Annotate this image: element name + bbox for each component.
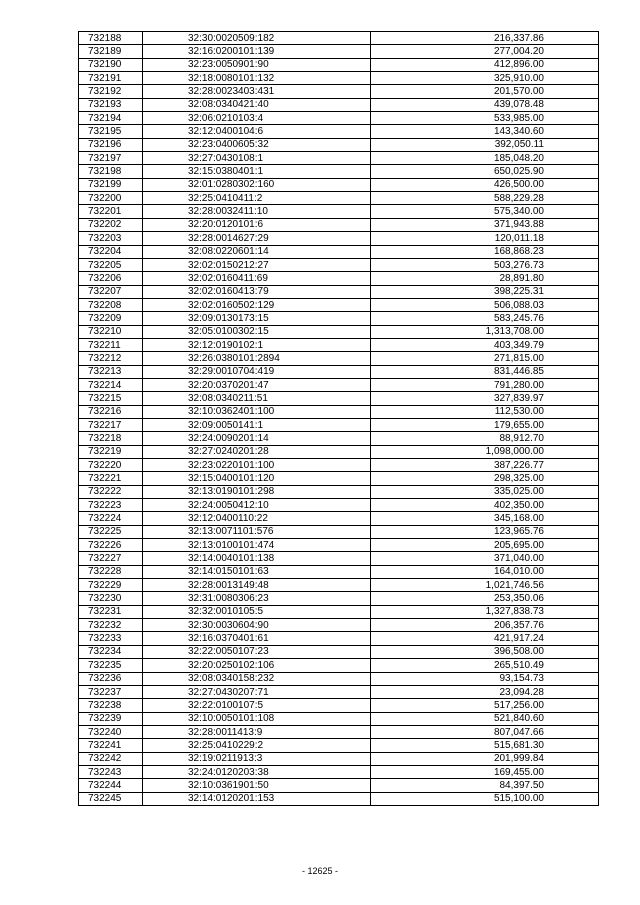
cadastral-number-cell: 32:28:0013149:48	[143, 579, 371, 592]
table-row	[79, 152, 599, 165]
row-id-cell: 732226	[79, 539, 143, 552]
cadastral-number-cell: 32:16:0200101:139	[143, 45, 371, 58]
table-row	[79, 565, 599, 578]
row-id-cell: 732220	[79, 459, 143, 472]
table-row	[79, 232, 599, 245]
row-id-cell: 732199	[79, 178, 143, 191]
table-row	[79, 325, 599, 338]
row-id-cell: 732212	[79, 352, 143, 365]
cadastral-number-cell: 32:14:0150101:63	[143, 565, 371, 578]
row-id-cell: 732231	[79, 605, 143, 618]
amount-cell: 371,040.00	[371, 552, 599, 565]
row-id-cell: 732214	[79, 378, 143, 391]
table-row	[79, 205, 599, 218]
cadastral-number-cell: 32:12:0400104:6	[143, 125, 371, 138]
table-row	[79, 659, 599, 672]
amount-cell: 515,681.30	[371, 739, 599, 752]
data-table	[78, 31, 599, 806]
amount-cell: 588,229.28	[371, 192, 599, 205]
amount-cell: 345,168.00	[371, 512, 599, 525]
row-id-cell: 732191	[79, 72, 143, 85]
cadastral-number-cell: 32:32:0010105:5	[143, 605, 371, 618]
cadastral-number-cell: 32:09:0130173:15	[143, 312, 371, 325]
row-id-cell: 732235	[79, 659, 143, 672]
cadastral-number-cell: 32:24:0090201:14	[143, 432, 371, 445]
amount-cell: 650,025.90	[371, 165, 599, 178]
amount-cell: 503,276.73	[371, 258, 599, 271]
row-id-cell: 732245	[79, 792, 143, 805]
amount-cell: 533,985.00	[371, 112, 599, 125]
amount-cell: 112,530.00	[371, 405, 599, 418]
amount-cell: 402,350.00	[371, 499, 599, 512]
cadastral-number-cell: 32:27:0430108:1	[143, 152, 371, 165]
amount-cell: 398,225.31	[371, 285, 599, 298]
cadastral-number-cell: 32:28:0032411:10	[143, 205, 371, 218]
table-row	[79, 178, 599, 191]
row-id-cell: 732222	[79, 485, 143, 498]
table-row	[79, 512, 599, 525]
row-id-cell: 732223	[79, 499, 143, 512]
amount-cell: 1,313,708.00	[371, 325, 599, 338]
cadastral-number-cell: 32:23:0400605:32	[143, 138, 371, 151]
cadastral-number-cell: 32:20:0250102:106	[143, 659, 371, 672]
table-row	[79, 45, 599, 58]
amount-cell: 201,570.00	[371, 85, 599, 98]
row-id-cell: 732230	[79, 592, 143, 605]
amount-cell: 206,357.76	[371, 619, 599, 632]
table-row	[79, 645, 599, 658]
row-id-cell: 732188	[79, 32, 143, 45]
amount-cell: 88,912.70	[371, 432, 599, 445]
cadastral-number-cell: 32:26:0380101:2894	[143, 352, 371, 365]
table-row	[79, 592, 599, 605]
amount-cell: 412,896.00	[371, 58, 599, 71]
amount-cell: 164,010.00	[371, 565, 599, 578]
cadastral-number-cell: 32:20:0120101:6	[143, 218, 371, 231]
row-id-cell: 732200	[79, 192, 143, 205]
table-row	[79, 579, 599, 592]
amount-cell: 521,840.60	[371, 712, 599, 725]
row-id-cell: 732215	[79, 392, 143, 405]
cadastral-number-cell: 32:10:0362401:100	[143, 405, 371, 418]
amount-cell: 403,349.79	[371, 338, 599, 351]
row-id-cell: 732219	[79, 445, 143, 458]
cadastral-number-cell: 32:22:0100107:5	[143, 699, 371, 712]
table-row	[79, 765, 599, 778]
amount-cell: 327,839.97	[371, 392, 599, 405]
table-row	[79, 285, 599, 298]
amount-cell: 271,815.00	[371, 352, 599, 365]
row-id-cell: 732195	[79, 125, 143, 138]
amount-cell: 1,327,838.73	[371, 605, 599, 618]
table-row	[79, 539, 599, 552]
cadastral-number-cell: 32:30:0020509:182	[143, 32, 371, 45]
cadastral-number-cell: 32:18:0080101:132	[143, 72, 371, 85]
amount-cell: 179,655.00	[371, 418, 599, 431]
amount-cell: 277,004.20	[371, 45, 599, 58]
cadastral-number-cell: 32:05:0100302:15	[143, 325, 371, 338]
cadastral-number-cell: 32:25:0410411:2	[143, 192, 371, 205]
table-row	[79, 472, 599, 485]
cadastral-number-cell: 32:24:0050412:10	[143, 499, 371, 512]
amount-cell: 439,078.48	[371, 98, 599, 111]
amount-cell: 515,100.00	[371, 792, 599, 805]
amount-cell: 185,048.20	[371, 152, 599, 165]
cadastral-number-cell: 32:28:0014627:29	[143, 232, 371, 245]
row-id-cell: 732244	[79, 779, 143, 792]
amount-cell: 143,340.60	[371, 125, 599, 138]
row-id-cell: 732239	[79, 712, 143, 725]
cadastral-number-cell: 32:08:0220601:14	[143, 245, 371, 258]
row-id-cell: 732210	[79, 325, 143, 338]
cadastral-number-cell: 32:22:0050107:23	[143, 645, 371, 658]
row-id-cell: 732229	[79, 579, 143, 592]
amount-cell: 93,154.73	[371, 672, 599, 685]
cadastral-number-cell: 32:02:0160413:79	[143, 285, 371, 298]
table-row	[79, 685, 599, 698]
cadastral-number-cell: 32:09:0050141:1	[143, 418, 371, 431]
cadastral-number-cell: 32:02:0150212:27	[143, 258, 371, 271]
amount-cell: 396,508.00	[371, 645, 599, 658]
cadastral-number-cell: 32:10:0050101:108	[143, 712, 371, 725]
row-id-cell: 732243	[79, 765, 143, 778]
table-row	[79, 112, 599, 125]
row-id-cell: 732227	[79, 552, 143, 565]
row-id-cell: 732224	[79, 512, 143, 525]
cadastral-number-cell: 32:19:0211913:3	[143, 752, 371, 765]
table-row	[79, 605, 599, 618]
row-id-cell: 732233	[79, 632, 143, 645]
cadastral-number-cell: 32:01:0280302:160	[143, 178, 371, 191]
table-row	[79, 459, 599, 472]
cadastral-number-cell: 32:23:0050901:90	[143, 58, 371, 71]
row-id-cell: 732203	[79, 232, 143, 245]
amount-cell: 84,397.50	[371, 779, 599, 792]
row-id-cell: 732201	[79, 205, 143, 218]
table-row	[79, 125, 599, 138]
row-id-cell: 732207	[79, 285, 143, 298]
cadastral-number-cell: 32:08:0340158:232	[143, 672, 371, 685]
amount-cell: 298,325.00	[371, 472, 599, 485]
amount-cell: 506,088.03	[371, 298, 599, 311]
table-row	[79, 192, 599, 205]
amount-cell: 583,245.76	[371, 312, 599, 325]
amount-cell: 831,446.85	[371, 365, 599, 378]
table-row	[79, 672, 599, 685]
cadastral-number-cell: 32:23:0220101:100	[143, 459, 371, 472]
row-id-cell: 732192	[79, 85, 143, 98]
table-row	[79, 258, 599, 271]
cadastral-number-cell: 32:08:0340211:51	[143, 392, 371, 405]
table-row	[79, 445, 599, 458]
row-id-cell: 732221	[79, 472, 143, 485]
row-id-cell: 732240	[79, 725, 143, 738]
cadastral-number-cell: 32:27:0240201:28	[143, 445, 371, 458]
cadastral-number-cell: 32:15:0400101:120	[143, 472, 371, 485]
table-row	[79, 725, 599, 738]
amount-cell: 325,910.00	[371, 72, 599, 85]
row-id-cell: 732193	[79, 98, 143, 111]
table-row	[79, 392, 599, 405]
row-id-cell: 732204	[79, 245, 143, 258]
cadastral-number-cell: 32:16:0370401:61	[143, 632, 371, 645]
cadastral-number-cell: 32:06:0210103:4	[143, 112, 371, 125]
table-row	[79, 245, 599, 258]
row-id-cell: 732218	[79, 432, 143, 445]
table-row	[79, 72, 599, 85]
table-row	[79, 432, 599, 445]
table-row	[79, 378, 599, 391]
cadastral-number-cell: 32:13:0071101:576	[143, 525, 371, 538]
table-body	[79, 32, 599, 806]
amount-cell: 205,695.00	[371, 539, 599, 552]
amount-cell: 1,098,000.00	[371, 445, 599, 458]
row-id-cell: 732216	[79, 405, 143, 418]
amount-cell: 791,280.00	[371, 378, 599, 391]
row-id-cell: 732202	[79, 218, 143, 231]
table-row	[79, 32, 599, 45]
amount-cell: 807,047.66	[371, 725, 599, 738]
amount-cell: 168,868.23	[371, 245, 599, 258]
table-row	[79, 365, 599, 378]
cadastral-number-cell: 32:31:0080306:23	[143, 592, 371, 605]
cadastral-number-cell: 32:28:0011413:9	[143, 725, 371, 738]
cadastral-number-cell: 32:08:0340421:40	[143, 98, 371, 111]
row-id-cell: 732196	[79, 138, 143, 151]
table-row	[79, 779, 599, 792]
table-row	[79, 418, 599, 431]
amount-cell: 201,999.84	[371, 752, 599, 765]
amount-cell: 28,891.80	[371, 272, 599, 285]
cadastral-number-cell: 32:02:0160411:69	[143, 272, 371, 285]
cadastral-number-cell: 32:13:0190101:298	[143, 485, 371, 498]
table-row	[79, 298, 599, 311]
amount-cell: 120,011.18	[371, 232, 599, 245]
cadastral-number-cell: 32:02:0160502:129	[143, 298, 371, 311]
amount-cell: 335,025.00	[371, 485, 599, 498]
table-row	[79, 352, 599, 365]
table-row	[79, 499, 599, 512]
cadastral-number-cell: 32:10:0361901:50	[143, 779, 371, 792]
table-row	[79, 739, 599, 752]
cadastral-number-cell: 32:12:0190102:1	[143, 338, 371, 351]
row-id-cell: 732217	[79, 418, 143, 431]
cadastral-number-cell: 32:12:0400110:22	[143, 512, 371, 525]
table-row	[79, 218, 599, 231]
cadastral-number-cell: 32:13:0100101:474	[143, 539, 371, 552]
row-id-cell: 732211	[79, 338, 143, 351]
table-row	[79, 485, 599, 498]
cadastral-number-cell: 32:15:0380401:1	[143, 165, 371, 178]
cadastral-number-cell: 32:14:0040101:138	[143, 552, 371, 565]
amount-cell: 426,500.00	[371, 178, 599, 191]
row-id-cell: 732228	[79, 565, 143, 578]
row-id-cell: 732209	[79, 312, 143, 325]
table-row	[79, 165, 599, 178]
cadastral-number-cell: 32:30:0030604:90	[143, 619, 371, 632]
row-id-cell: 732242	[79, 752, 143, 765]
table-row	[79, 632, 599, 645]
table-row	[79, 699, 599, 712]
cadastral-number-cell: 32:24:0120203:38	[143, 765, 371, 778]
amount-cell: 265,510.49	[371, 659, 599, 672]
cadastral-number-cell: 32:20:0370201:47	[143, 378, 371, 391]
amount-cell: 1,021,746.56	[371, 579, 599, 592]
row-id-cell: 732190	[79, 58, 143, 71]
row-id-cell: 732206	[79, 272, 143, 285]
amount-cell: 23,094.28	[371, 685, 599, 698]
row-id-cell: 732238	[79, 699, 143, 712]
row-id-cell: 732241	[79, 739, 143, 752]
amount-cell: 575,340.00	[371, 205, 599, 218]
row-id-cell: 732198	[79, 165, 143, 178]
amount-cell: 421,917.24	[371, 632, 599, 645]
table-row	[79, 98, 599, 111]
table-row	[79, 405, 599, 418]
table-row	[79, 752, 599, 765]
row-id-cell: 732232	[79, 619, 143, 632]
amount-cell: 123,965.76	[371, 525, 599, 538]
amount-cell: 387,226.77	[371, 459, 599, 472]
table-row	[79, 138, 599, 151]
cadastral-number-cell: 32:25:0410229:2	[143, 739, 371, 752]
cadastral-number-cell: 32:27:0430207:71	[143, 685, 371, 698]
cadastral-number-cell: 32:14:0120201:153	[143, 792, 371, 805]
cadastral-number-cell: 32:28:0023403:431	[143, 85, 371, 98]
cadastral-number-cell: 32:29:0010704:419	[143, 365, 371, 378]
table-row	[79, 525, 599, 538]
table-row	[79, 338, 599, 351]
amount-cell: 216,337.86	[371, 32, 599, 45]
row-id-cell: 732189	[79, 45, 143, 58]
amount-cell: 169,455.00	[371, 765, 599, 778]
amount-cell: 253,350.06	[371, 592, 599, 605]
amount-cell: 392,050.11	[371, 138, 599, 151]
table-row	[79, 312, 599, 325]
table-row	[79, 552, 599, 565]
row-id-cell: 732234	[79, 645, 143, 658]
row-id-cell: 732237	[79, 685, 143, 698]
amount-cell: 517,256.00	[371, 699, 599, 712]
row-id-cell: 732213	[79, 365, 143, 378]
row-id-cell: 732236	[79, 672, 143, 685]
table-row	[79, 58, 599, 71]
table-row	[79, 712, 599, 725]
page-number: - 12625 -	[301, 866, 339, 876]
row-id-cell: 732205	[79, 258, 143, 271]
row-id-cell: 732208	[79, 298, 143, 311]
table-row	[79, 272, 599, 285]
row-id-cell: 732225	[79, 525, 143, 538]
row-id-cell: 732197	[79, 152, 143, 165]
table-row	[79, 792, 599, 805]
amount-cell: 371,943.88	[371, 218, 599, 231]
table-row	[79, 85, 599, 98]
row-id-cell: 732194	[79, 112, 143, 125]
table-row	[79, 619, 599, 632]
